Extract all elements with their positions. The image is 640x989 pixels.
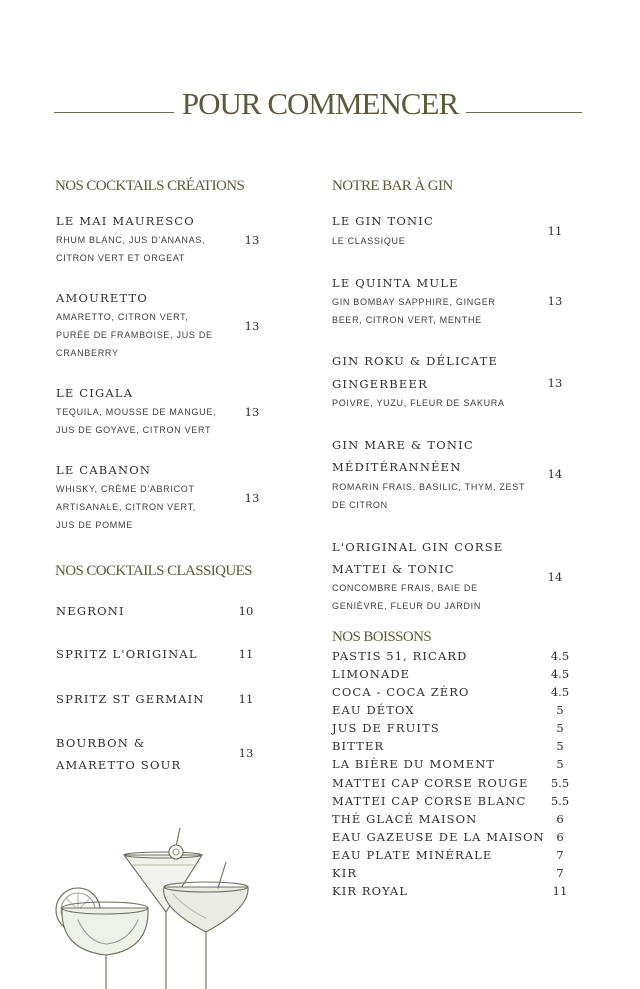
drink-name: MATTEI CAP CORSE BLANC (332, 794, 527, 808)
drink-row (332, 884, 580, 902)
drink-price: 7 (556, 866, 564, 880)
item-price: 13 (547, 376, 563, 390)
drink-row (332, 667, 580, 685)
drink-price: 5.5 (550, 776, 570, 790)
item-desc: GIN BOMBAY SAPPHIRE, GINGER (332, 297, 496, 307)
item-price: 11 (238, 647, 254, 661)
drink-price: 4.5 (550, 685, 570, 699)
drink-price: 4.5 (550, 667, 570, 681)
item-price: 13 (547, 294, 563, 308)
drink-price: 5 (556, 757, 564, 771)
item-desc: PURÉE DE FRAMBOISE, JUS DE (56, 330, 213, 340)
item-desc: GENIÈVRE, FLEUR DU JARDIN (332, 601, 482, 611)
item-desc: CRANBERRY (56, 348, 119, 358)
drink-price: 6 (556, 830, 564, 844)
section-boissons-heading: NOS BOISSONS (332, 629, 432, 645)
drink-row (332, 685, 580, 703)
drink-name: BITTER (332, 739, 385, 753)
item-desc: JUS DE POMME (56, 520, 133, 530)
drink-name: EAU GAZEUSE DE LA MAISON (332, 830, 545, 844)
drink-name: EAU PLATE MINÉRALE (332, 848, 493, 862)
item-price: 13 (244, 233, 260, 247)
item-name: AMOURETTO (56, 291, 149, 305)
section-classiques-heading: NOS COCKTAILS CLASSIQUES (55, 563, 252, 579)
drink-row (332, 721, 580, 739)
drink-name: LIMONADE (332, 667, 411, 681)
item-price: 13 (238, 746, 254, 760)
item-name: SPRITZ L'ORIGINAL (56, 647, 198, 661)
drink-row (332, 776, 580, 794)
item-name: LE MAI MAURESCO (56, 214, 195, 228)
drink-row (332, 757, 580, 775)
item-name: MÉDITÉRANNÉEN (332, 460, 462, 474)
item-name: MATTEI & TONIC (332, 562, 455, 576)
item-desc: CONCOMBRE FRAIS, BAIE DE (332, 583, 478, 593)
drink-row (332, 739, 580, 757)
item-desc: DE CITRON (332, 500, 388, 510)
item-price: 11 (547, 224, 563, 238)
item-name: L'ORIGINAL GIN CORSE (332, 540, 504, 554)
item-price: 14 (547, 570, 563, 584)
item-name: LE QUINTA MULE (332, 276, 459, 290)
drink-price: 7 (556, 848, 564, 862)
section-gin-heading: NOTRE BAR À GIN (332, 178, 453, 194)
drink-name: KIR ROYAL (332, 884, 409, 898)
drink-name: KIR (332, 866, 358, 880)
drink-price: 5 (556, 721, 564, 735)
drink-row (332, 703, 580, 721)
drink-price: 5 (556, 739, 564, 753)
drink-row (332, 866, 580, 884)
item-name: LE CABANON (56, 463, 152, 477)
item-price: 11 (238, 692, 254, 706)
drink-row (332, 812, 580, 830)
drink-name: LA BIÈRE DU MOMENT (332, 757, 496, 771)
drink-name: THÉ GLACÉ MAISON (332, 812, 478, 826)
drink-row (332, 830, 580, 848)
item-name: GIN MARE & TONIC (332, 438, 474, 452)
item-name: LE CIGALA (56, 386, 134, 400)
item-desc: ARTISANALE, CITRON VERT, (56, 502, 196, 512)
drink-name: JUS DE FRUITS (332, 721, 440, 735)
section-creations-heading: NOS COCKTAILS CRÉATIONS (55, 178, 245, 194)
item-name: NEGRONI (56, 604, 125, 618)
item-desc: POIVRE, YUZU, FLEUR DE SAKURA (332, 398, 505, 408)
item-name: GIN ROKU & DÉLICATE (332, 354, 499, 368)
drink-row (332, 848, 580, 866)
item-desc: ROMARIN FRAIS, BASILIC, THYM, ZEST (332, 482, 526, 492)
item-desc: AMARETTO, CITRON VERT, (56, 312, 189, 322)
item-desc: RHUM BLANC, JUS D'ANANAS, (56, 235, 206, 245)
item-price: 14 (547, 467, 563, 481)
drink-row (332, 649, 580, 667)
title-rule-right (466, 112, 582, 113)
drink-name: MATTEI CAP CORSE ROUGE (332, 776, 529, 790)
item-desc: LE CLASSIQUE (332, 236, 406, 246)
item-desc: CITRON VERT ET ORGEAT (56, 253, 186, 263)
item-name: AMARETTO SOUR (56, 758, 182, 772)
drink-price: 5.5 (550, 794, 570, 808)
item-name: GINGERBEER (332, 377, 428, 391)
item-desc: TEQUILA, MOUSSE DE MANGUE, (56, 407, 217, 417)
drink-price: 4.5 (550, 649, 570, 663)
drink-price: 6 (556, 812, 564, 826)
drink-price: 5 (556, 703, 564, 717)
drink-price: 11 (552, 884, 568, 898)
page-title: POUR COMMENCER (181, 86, 459, 121)
item-price: 13 (244, 319, 260, 333)
item-name: BOURBON & (56, 736, 146, 750)
drink-row (332, 794, 580, 812)
drink-name: PASTIS 51, RICARD (332, 649, 468, 663)
drink-name: EAU DÉTOX (332, 703, 415, 717)
item-price: 13 (244, 405, 260, 419)
item-desc: WHISKY, CRÈME D'ABRICOT (56, 484, 195, 494)
cocktail-glasses-icon (48, 820, 258, 989)
item-price: 13 (244, 491, 260, 505)
item-name: LE GIN TONIC (332, 214, 435, 228)
item-name: SPRITZ ST GERMAIN (56, 692, 205, 706)
item-desc: JUS DE GOYAVE, CITRON VERT (56, 425, 212, 435)
item-price: 10 (238, 604, 254, 618)
drink-name: COCA - COCA ZÉRO (332, 685, 470, 699)
item-desc: BEER, CITRON VERT, MENTHE (332, 315, 482, 325)
